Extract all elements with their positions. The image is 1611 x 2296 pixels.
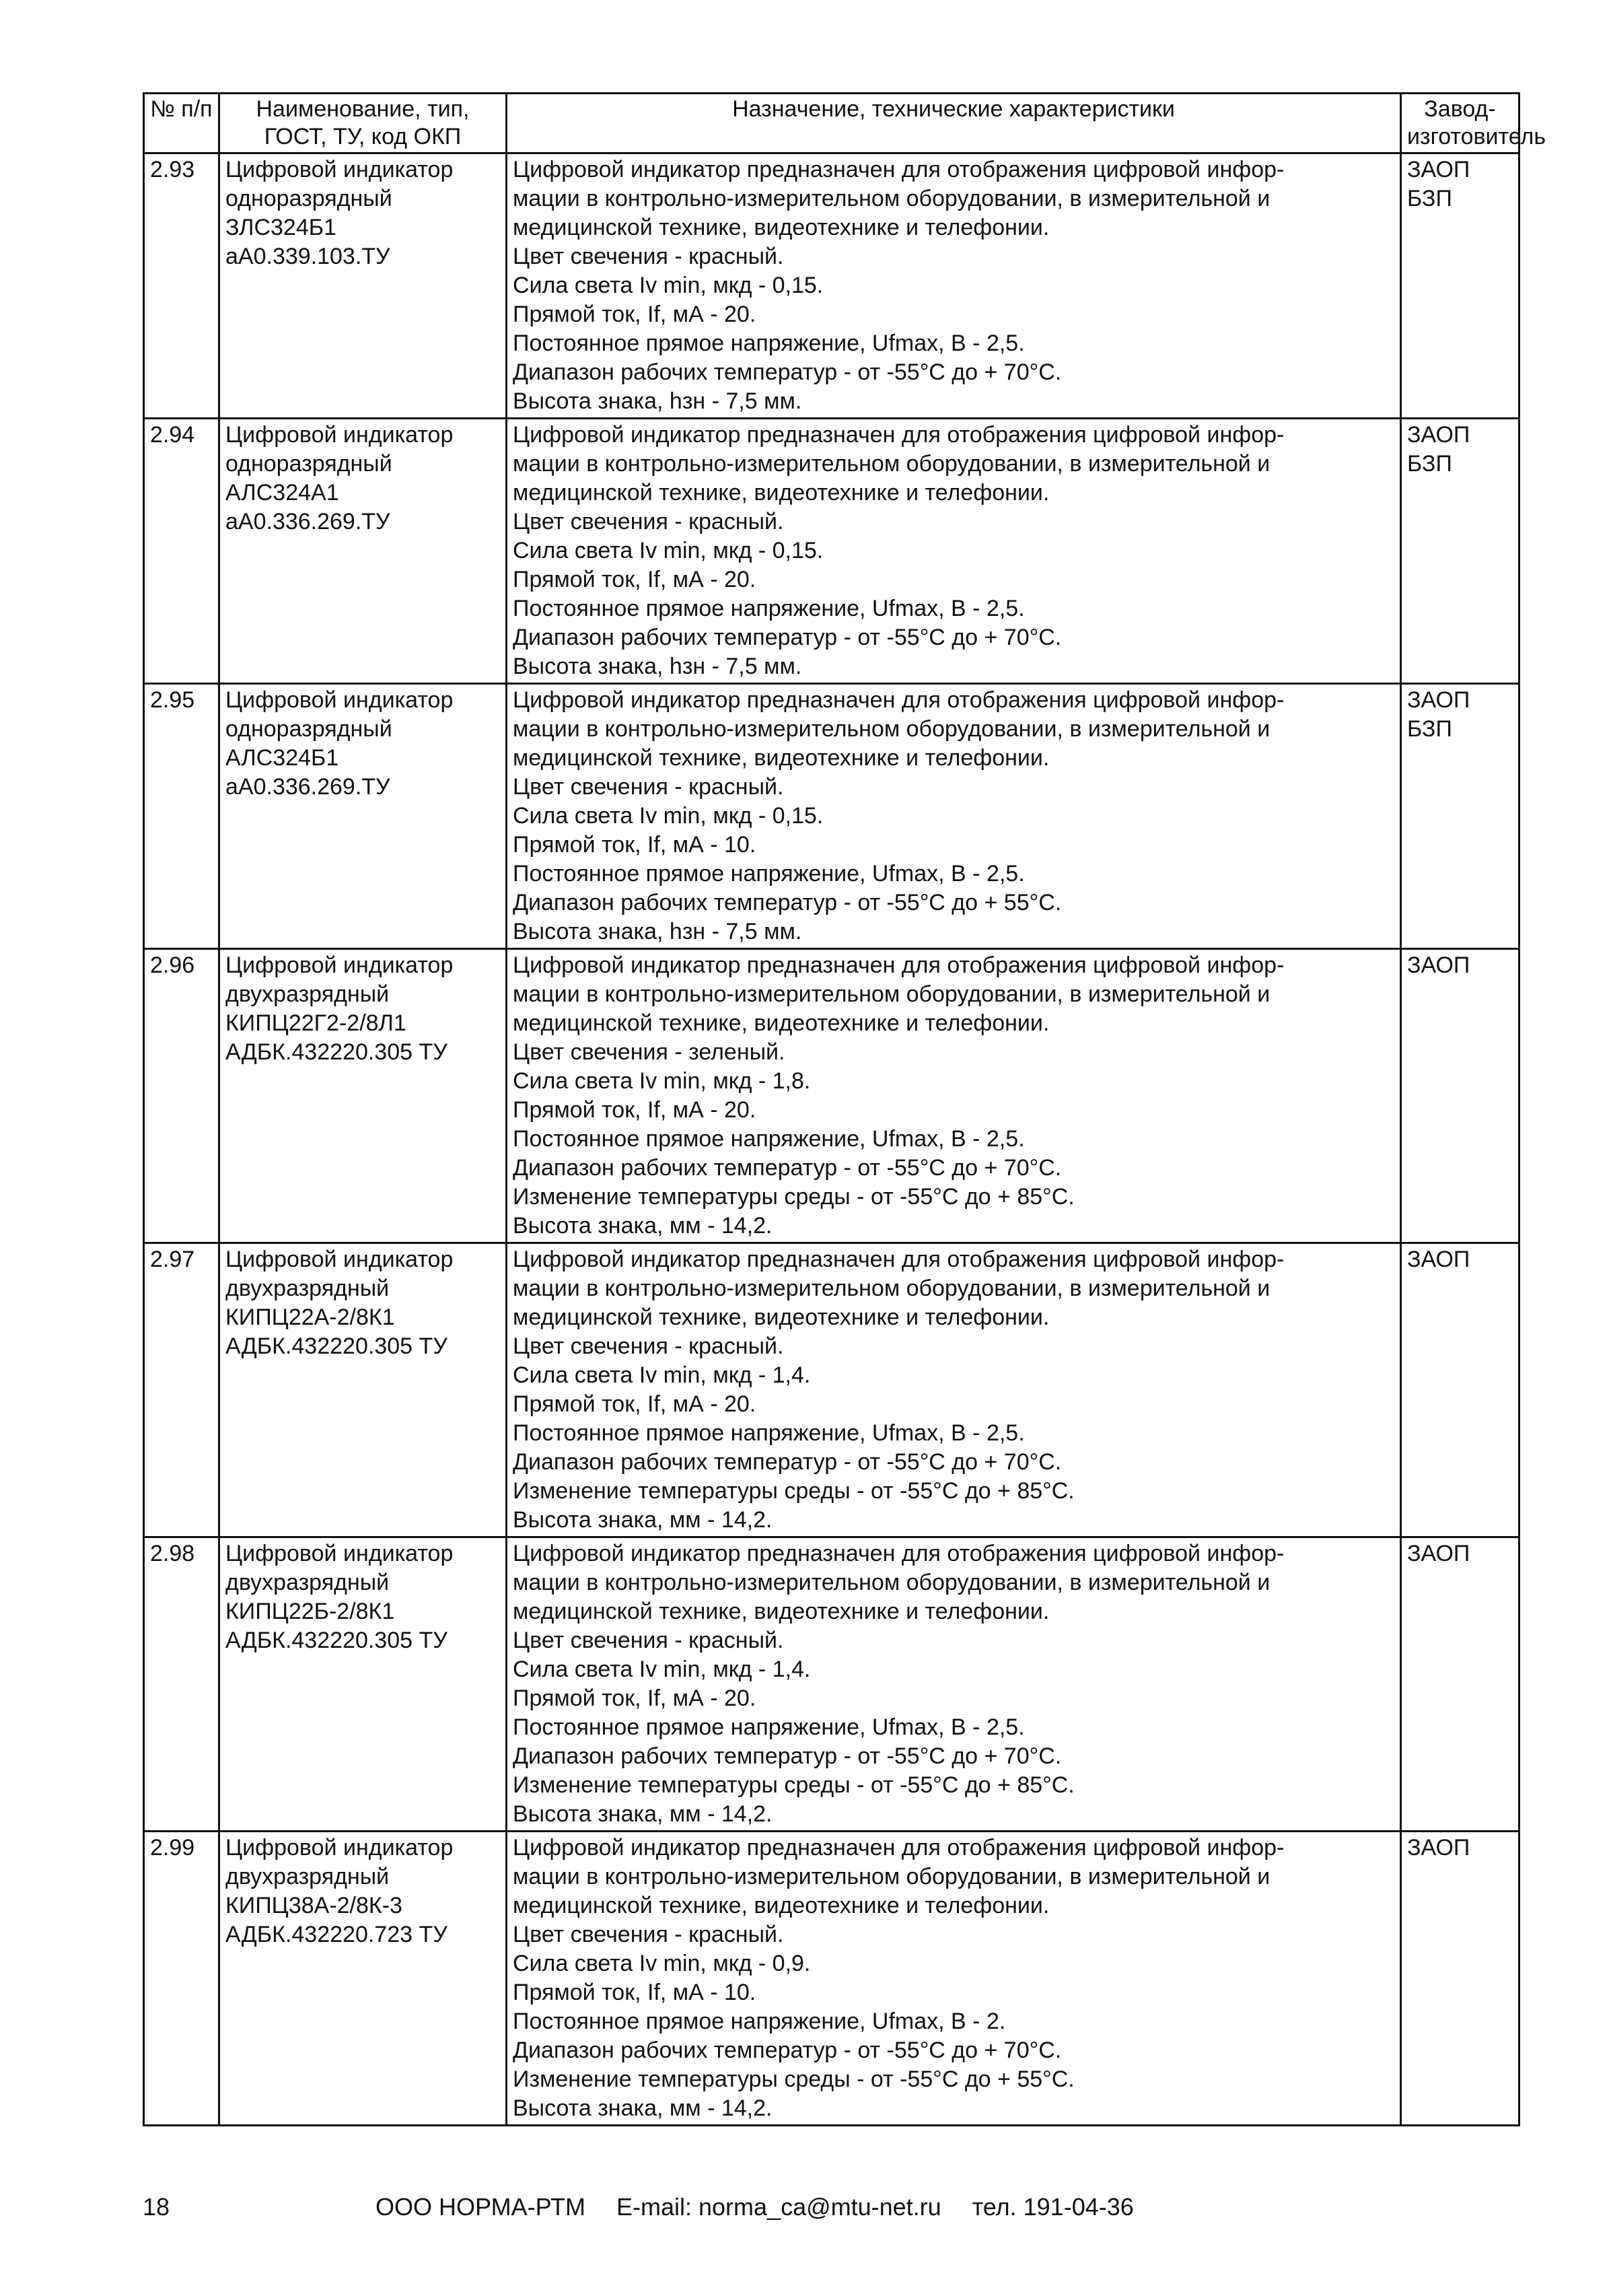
name-line: КИПЦ22А-2/8К1: [225, 1304, 395, 1330]
description-line: мации в контрольно-измерительном оборудовании, в измерительной и: [513, 716, 1270, 742]
name-line: одноразрядный: [225, 716, 392, 742]
description-line: медицинской технике, видеотехнике и телефонии.: [513, 1304, 1050, 1330]
description-line: Высота знака, мм - 14,2.: [513, 2095, 773, 2121]
row-manufacturer: [1401, 1832, 1519, 2126]
components-table: [143, 92, 1546, 2126]
name-line: двухразрядный: [225, 1864, 390, 1889]
manufacturer-line: ЗАОП: [1407, 687, 1470, 713]
description-line: медицинской технике, видеотехнике и телефонии.: [513, 1599, 1050, 1624]
name-line: Цифровой индикатор: [225, 687, 454, 713]
name-line: КИПЦ22Г2-2/8Л1: [225, 1010, 406, 1036]
description-line: Прямой ток, If, мА - 20.: [513, 1097, 756, 1123]
row-manufacturer: [1401, 949, 1519, 1243]
description-line: мации в контрольно-измерительном оборудовании, в измерительной и: [513, 1864, 1270, 1889]
description-line: Цвет свечения - красный.: [513, 1333, 784, 1359]
row-manufacturer: [1401, 1243, 1519, 1537]
description-line: Диапазон рабочих температур - от -55°С до + 70°С.: [513, 359, 1062, 385]
manufacturer-line: ЗАОП: [1407, 952, 1470, 978]
description-line: Цифровой индикатор предназначен для отображения цифровой инфор-: [513, 687, 1285, 713]
name-line: двухразрядный: [225, 981, 390, 1007]
name-line: АДБК.432220.723 ТУ: [225, 1922, 448, 1947]
description-line: Постоянное прямое напряжение, Ufmax, В - 2.: [513, 2009, 1006, 2034]
description-line: Высота знака, hзн - 7,5 мм.: [513, 919, 802, 944]
row-description: [507, 684, 1401, 949]
description-line: Прямой ток, If, мА - 20.: [513, 567, 756, 592]
description-line: Цифровой индикатор предназначен для отображения цифровой инфор-: [513, 422, 1285, 448]
name-line: КИПЦ38А-2/8К-3: [225, 1893, 402, 1918]
manufacturer-line: БЗП: [1407, 186, 1452, 211]
name-line: аА0.339.103.ТУ: [225, 244, 390, 269]
company-name: ООО НОРМА-РТМ: [375, 2193, 585, 2221]
description-line: мации в контрольно-измерительном оборудовании, в измерительной и: [513, 981, 1270, 1007]
manufacturer-line: БЗП: [1407, 716, 1452, 742]
row-number: 2.98: [144, 1537, 219, 1832]
description-line: Диапазон рабочих температур - от -55°С до + 70°С.: [513, 1155, 1062, 1181]
header-description: Назначение, технические характеристики: [507, 94, 1401, 153]
name-line: ЗЛС324Б1: [225, 215, 336, 240]
row-number: 2.95: [144, 684, 219, 949]
name-line: одноразрядный: [225, 451, 392, 477]
table-row: [144, 1832, 1519, 2126]
manufacturer-line: ЗАОП: [1407, 1247, 1470, 1272]
description-line: Высота знака, мм - 14,2.: [513, 1507, 773, 1533]
description-line: Сила света Iv min, мкд - 1,8.: [513, 1068, 811, 1094]
header-name: Наименование, тип, ГОСТ, ТУ, код ОКП: [219, 94, 507, 153]
row-number: 2.94: [144, 419, 219, 684]
name-line: АЛС324Б1: [225, 745, 339, 771]
table-row: [144, 419, 1519, 684]
row-manufacturer: [1401, 684, 1519, 949]
row-name: [219, 949, 507, 1243]
row-name: [219, 1537, 507, 1832]
description-line: Постоянное прямое напряжение, Ufmax, В - 2,5.: [513, 1420, 1025, 1446]
row-description: [507, 1537, 1401, 1832]
description-line: Постоянное прямое напряжение, Ufmax, В - 2,5.: [513, 331, 1025, 356]
name-line: Цифровой индикатор: [225, 1835, 454, 1860]
description-line: Постоянное прямое напряжение, Ufmax, В - 2,5.: [513, 596, 1025, 621]
description-line: Цвет свечения - красный.: [513, 1922, 784, 1947]
name-line: Цифровой индикатор: [225, 1247, 454, 1272]
description-line: Прямой ток, If, мА - 20.: [513, 302, 756, 327]
description-line: Сила света Iv min, мкд - 1,4.: [513, 1657, 811, 1682]
description-line: Постоянное прямое напряжение, Ufmax, В - 2,5.: [513, 861, 1025, 886]
description-line: Диапазон рабочих температур - от -55°С до + 70°С.: [513, 1449, 1062, 1475]
description-line: Изменение температуры среды - от -55°С до + 55°С.: [513, 2066, 1075, 2092]
row-name: [219, 419, 507, 684]
row-number: 2.97: [144, 1243, 219, 1537]
row-number: 2.96: [144, 949, 219, 1243]
description-line: Сила света Iv min, мкд - 0,15.: [513, 273, 824, 298]
description-line: Сила света Iv min, мкд - 1,4.: [513, 1362, 811, 1388]
description-line: Сила света Iv min, мкд - 0,9.: [513, 1951, 811, 1976]
description-line: медицинской технике, видеотехнике и телефонии.: [513, 480, 1050, 506]
row-name: [219, 1243, 507, 1537]
table-row: [144, 684, 1519, 949]
name-line: АДБК.432220.305 ТУ: [225, 1628, 448, 1653]
row-manufacturer: [1401, 153, 1519, 419]
row-manufacturer: [1401, 419, 1519, 684]
description-line: Цвет свечения - красный.: [513, 509, 784, 534]
header-number: № п/п: [144, 94, 219, 153]
description-line: мации в контрольно-измерительном оборудовании, в измерительной и: [513, 1276, 1270, 1301]
description-line: Цвет свечения - красный.: [513, 1628, 784, 1653]
description-line: Высота знака, мм - 14,2.: [513, 1801, 773, 1827]
name-line: Цифровой индикатор: [225, 157, 454, 182]
description-line: Прямой ток, If, мА - 20.: [513, 1391, 756, 1417]
description-line: Диапазон рабочих температур - от -55°С до + 70°С.: [513, 2038, 1062, 2063]
header-manufacturer: Завод-изготовитель: [1401, 94, 1519, 153]
manufacturer-line: ЗАОП: [1407, 1835, 1470, 1860]
company-info: [375, 2193, 1158, 2221]
description-line: Прямой ток, If, мА - 10.: [513, 832, 756, 858]
description-line: медицинской технике, видеотехнике и телефонии.: [513, 1010, 1050, 1036]
description-line: мации в контрольно-измерительном оборудовании, в измерительной и: [513, 1570, 1270, 1595]
page-footer: [0, 2193, 1611, 2233]
page-number: 18: [143, 2193, 170, 2221]
row-description: [507, 1832, 1401, 2126]
description-line: Сила света Iv min, мкд - 0,15.: [513, 538, 824, 563]
name-line: аА0.336.269.ТУ: [225, 774, 390, 800]
name-line: одноразрядный: [225, 186, 392, 211]
name-line: АЛС324А1: [225, 480, 339, 506]
manufacturer-line: ЗАОП: [1407, 422, 1470, 448]
description-line: Высота знака, hзн - 7,5 мм.: [513, 654, 802, 679]
description-line: Диапазон рабочих температур - от -55°С до + 55°С.: [513, 890, 1062, 915]
description-line: мации в контрольно-измерительном оборудовании, в измерительной и: [513, 451, 1270, 477]
description-line: Сила света Iv min, мкд - 0,15.: [513, 803, 824, 829]
company-phone: тел. 191-04-36: [972, 2193, 1134, 2221]
row-name: [219, 153, 507, 419]
row-description: [507, 419, 1401, 684]
manufacturer-line: БЗП: [1407, 451, 1452, 477]
row-number: 2.99: [144, 1832, 219, 2126]
name-line: двухразрядный: [225, 1276, 390, 1301]
description-line: Прямой ток, If, мА - 10.: [513, 1980, 756, 2005]
description-line: Цвет свечения - красный.: [513, 774, 784, 800]
name-line: АДБК.432220.305 ТУ: [225, 1333, 448, 1359]
name-line: Цифровой индикатор: [225, 422, 454, 448]
row-description: [507, 1243, 1401, 1537]
description-line: Цифровой индикатор предназначен для отображения цифровой инфор-: [513, 952, 1285, 978]
description-line: Высота знака, мм - 14,2.: [513, 1213, 773, 1239]
description-line: Цвет свечения - зеленый.: [513, 1039, 785, 1065]
description-line: Цифровой индикатор предназначен для отображения цифровой инфор-: [513, 1835, 1285, 1860]
description-line: медицинской технике, видеотехнике и телефонии.: [513, 215, 1050, 240]
row-name: [219, 1832, 507, 2126]
table-row: [144, 949, 1519, 1243]
row-name: [219, 684, 507, 949]
name-line: АДБК.432220.305 ТУ: [225, 1039, 448, 1065]
table-row: [144, 1537, 1519, 1832]
manufacturer-line: ЗАОП: [1407, 157, 1470, 182]
description-line: Прямой ток, If, мА - 20.: [513, 1685, 756, 1711]
row-description: [507, 949, 1401, 1243]
name-line: Цифровой индикатор: [225, 1541, 454, 1566]
row-description: [507, 153, 1401, 419]
table-row: [144, 153, 1519, 419]
description-line: Постоянное прямое напряжение, Ufmax, В - 2,5.: [513, 1714, 1025, 1740]
description-line: Цифровой индикатор предназначен для отображения цифровой инфор-: [513, 1541, 1285, 1566]
table-row: [144, 1243, 1519, 1537]
table-header: [144, 94, 1546, 153]
description-line: медицинской технике, видеотехнике и телефонии.: [513, 745, 1050, 771]
name-line: КИПЦ22Б-2/8К1: [225, 1599, 395, 1624]
description-line: Цифровой индикатор предназначен для отображения цифровой инфор-: [513, 157, 1285, 182]
description-line: Изменение температуры среды - от -55°С до + 85°С.: [513, 1772, 1075, 1798]
name-line: аА0.336.269.ТУ: [225, 509, 390, 534]
name-line: двухразрядный: [225, 1570, 390, 1595]
description-line: Высота знака, hзн - 7,5 мм.: [513, 388, 802, 414]
description-line: Изменение температуры среды - от -55°С до + 85°С.: [513, 1184, 1075, 1210]
row-number: 2.93: [144, 153, 219, 419]
description-line: мации в контрольно-измерительном оборудовании, в измерительной и: [513, 186, 1270, 211]
manufacturer-line: ЗАОП: [1407, 1541, 1470, 1566]
row-manufacturer: [1401, 1537, 1519, 1832]
description-line: Цвет свечения - красный.: [513, 244, 784, 269]
description-line: Диапазон рабочих температур - от -55°С до + 70°С.: [513, 1743, 1062, 1769]
description-line: медицинской технике, видеотехнике и телефонии.: [513, 1893, 1050, 1918]
description-line: Цифровой индикатор предназначен для отображения цифровой инфор-: [513, 1247, 1285, 1272]
description-line: Постоянное прямое напряжение, Ufmax, В - 2,5.: [513, 1126, 1025, 1152]
company-email: E-mail: norma_ca@mtu-net.ru: [616, 2193, 941, 2221]
description-line: Изменение температуры среды - от -55°С до + 85°С.: [513, 1478, 1075, 1504]
name-line: Цифровой индикатор: [225, 952, 454, 978]
table-body: [144, 153, 1519, 2126]
description-line: Диапазон рабочих температур - от -55°С до + 70°С.: [513, 625, 1062, 650]
